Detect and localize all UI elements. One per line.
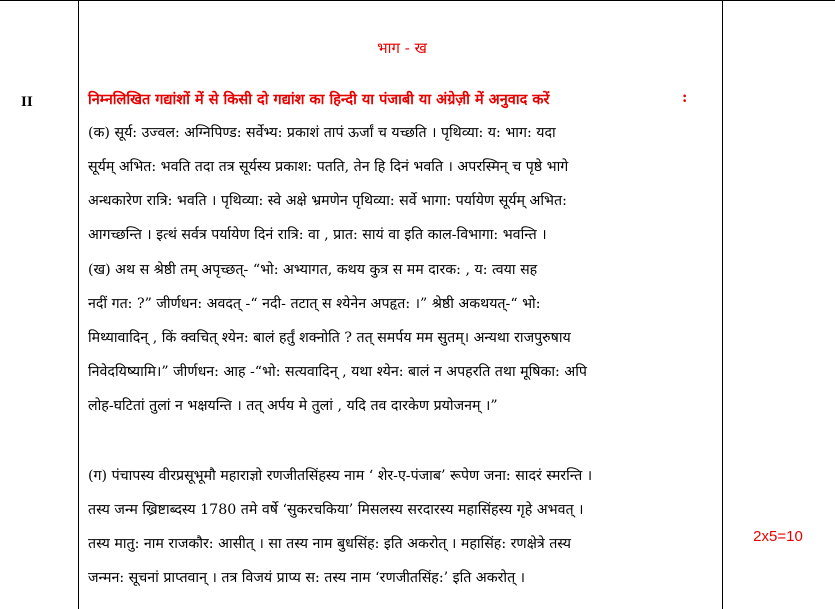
passage-kha-line-3: मिथ्यावादिन् , किं क्वचित् श्येन: बालं हर्तुं शक्नोति ? तत् समर्पय मम सुतम्। अन्यथा राजपुरुषाय — [88, 330, 571, 346]
section-heading: भाग - ख — [377, 39, 427, 57]
instruction-text: निम्नलिखित गद्यांशों में से किसी दो गद्यांश का हिन्दी या पंजाबी या अंग्रेज़ी में अनुवाद करें — [88, 91, 550, 108]
passage-ka-line-4: आगच्छन्ति । इत्थं सर्वत्र पर्यायेण दिनं रात्रि: वा , प्रात: सायं वा इति काल-विभागा: भवन्ति । — [88, 227, 547, 243]
question-number: II — [21, 94, 33, 110]
passage-ga-line-2: तस्य जन्म ख्रिष्टाब्दस्य 1780 तमे वर्षे ‘सुकरचकिया’ मिसलस्य सरदारस्य महासिंहस्य गृहे अभवत् । — [88, 502, 584, 518]
passage-ka-line-2: सूर्यम् अभित: भवति तदा तत्र सूर्यस्य प्रकाश: पतति, तेन हि दिनं भवति । अपरस्मिन् च पृष्ठे भागे — [88, 159, 569, 175]
passage-ka-line-3: अन्धकारेण रात्रि: भवति । पृथिव्या: स्वे अक्षे भ्रमणेन पृथिव्या: सर्वे भागा: पर्यायेण सूर्यम् अभित: — [88, 193, 567, 209]
passage-ga-line-3: तस्य मातु: नाम राजकौर: आसीत् । सा तस्य नाम बुधसिंह: इति अकरोत् । महासिंह: रणक्षेत्रे तस्य — [88, 536, 572, 552]
passage-kha-line-4: निवेदयिष्यामि।” जीर्णधन: आह -“भो: सत्यवादिन् , यथा श्येन: बालं न अपहरति तथा मूषिका: अपि — [88, 364, 587, 380]
column-divider-left — [78, 0, 79, 609]
passage-ka-line-1: (क) सूर्य: उज्वल: अग्निपिण्ड: सर्वेभ्य: प्रकाशं तापं ऊर्जां च यच्छति । पृथिव्या: य: भाग: यदा — [88, 125, 556, 141]
table-top-border — [0, 0, 835, 1]
passage-kha-line-5: लोह-घटितां तुलां न भक्षयन्ति । तत् अर्पय मे तुलां , यदि तव दारकेण प्रयोजनम् ।” — [88, 398, 498, 414]
passage-ga-line-1: (ग) पंचापस्य वीरप्रसूभूमौ महाराज्ञो रणजीतसिंहस्य नाम ‘ शेर-ए-पंजाब’ रूपेण जना: सादरं स्मरन्ति । — [88, 468, 593, 484]
marks-allocation: 2x5=10 — [753, 528, 803, 545]
instruction-line — [88, 89, 716, 109]
passage-ga-line-4: जन्मन: सूचनां प्राप्तवान् । तत्र विजयं प्राप्य स: तस्य नाम ‘रणजीतसिंह:’ इति अकरोत् । — [88, 570, 526, 586]
column-divider-right — [722, 0, 723, 609]
passage-kha-line-1: (ख) अथ स श्रेष्ठी तम् अपृच्छत्- “भो: अभ्यागत, कथय कुत्र स मम दारक: , य: त्वया सह — [88, 262, 538, 278]
instruction-colon: : — [682, 89, 688, 106]
passage-kha-line-2: नदीं गत: ?” जीर्णधन: अवदत् -“ नदी- तटात् स श्येनेन अपहृत: ।” श्रेष्ठी अकथयत्-“ भो: — [88, 296, 541, 312]
